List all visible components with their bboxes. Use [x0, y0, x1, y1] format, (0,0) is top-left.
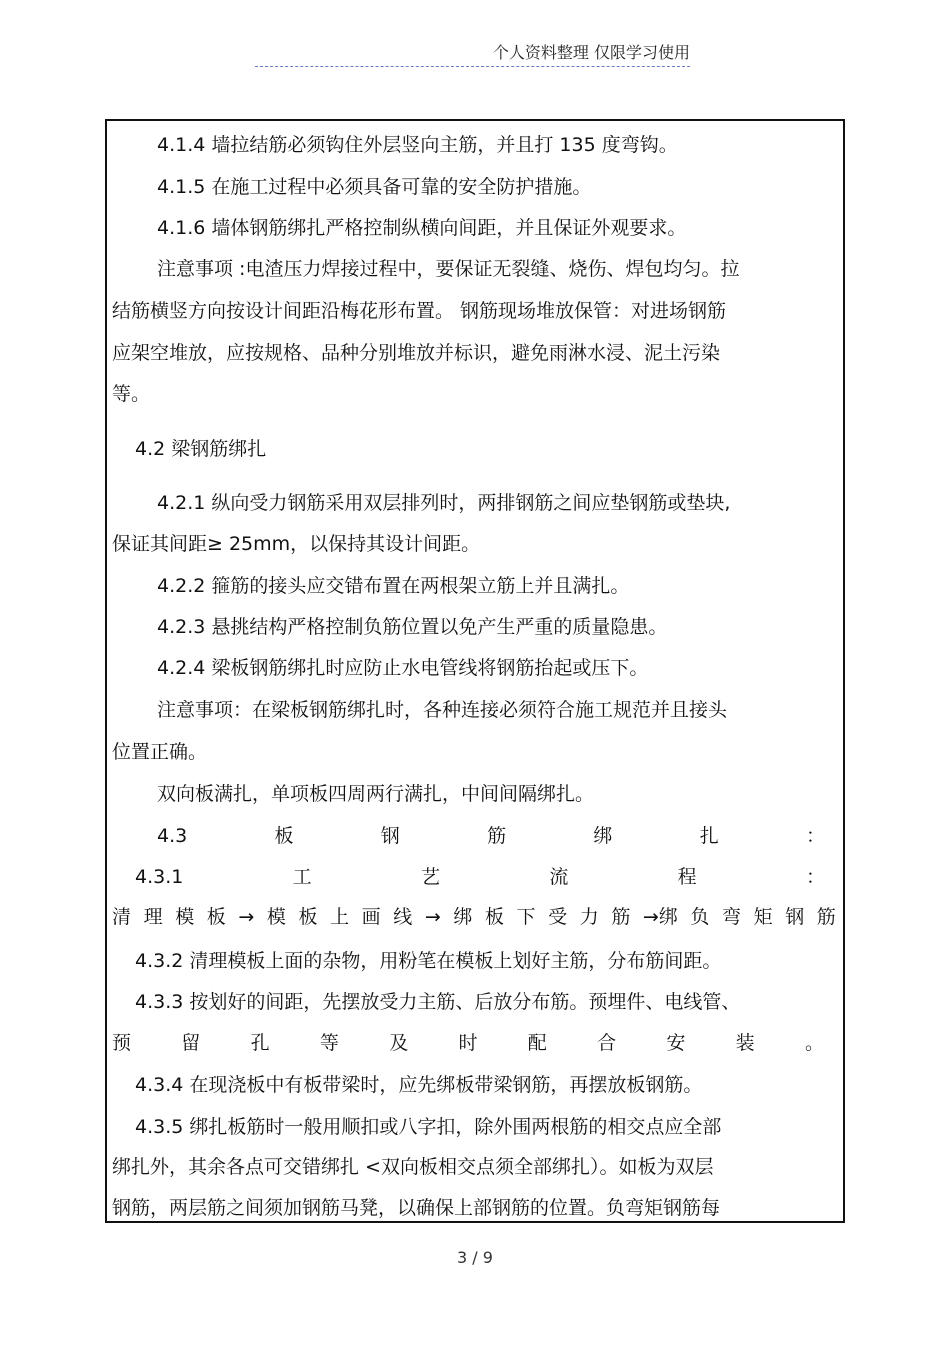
text-line: 4.3.5 绑扎板筋时一般用顺扣或八字扣，除外围两根筋的相交点应全部 — [135, 1116, 722, 1138]
word: 线 — [393, 906, 413, 928]
word: → — [238, 906, 255, 928]
word: 4.3.1 — [135, 866, 184, 888]
word: 及 — [389, 1032, 409, 1054]
word: ： — [805, 866, 825, 888]
word: 理 — [143, 906, 163, 928]
text-line: 应架空堆放，应按规格、品种分别堆放并标识，避免雨淋水浸、泥土污染 — [112, 342, 721, 364]
text-line: 绑扎外，其余各点可交错绑扎 <双向板相交点须全部绑扎）。如板为双层 — [112, 1156, 714, 1178]
word: 装 — [735, 1032, 755, 1054]
word: 时 — [458, 1032, 478, 1054]
text-line: 4.1.4 墙拉结筋必须钩住外层竖向主筋，并且打 135 度弯钩。 — [157, 134, 678, 156]
page-number: 3 / 9 — [457, 1248, 493, 1267]
word: 4.3 — [157, 825, 188, 847]
word: ： — [805, 825, 825, 847]
text-line: 4.2.2 箍筋的接头应交错布置在两根架立筋上并且满扎。 — [157, 575, 630, 597]
justified-line — [135, 865, 825, 889]
word: 受 — [548, 906, 568, 928]
text-line: 4.2.3 悬挑结构严格控制负筋位置以免产生严重的质量隐患。 — [157, 616, 668, 638]
word: 筋 — [611, 906, 631, 928]
word: 下 — [516, 906, 536, 928]
word: 钢 — [785, 906, 805, 928]
text-line: 等。 — [112, 383, 151, 405]
word: 板 — [274, 825, 294, 847]
word: 模 — [175, 906, 195, 928]
word: 板 — [298, 906, 318, 928]
word: 板 — [484, 906, 504, 928]
word: 艺 — [421, 866, 441, 888]
justified-line — [112, 1031, 824, 1055]
justified-line — [157, 824, 825, 848]
text-line: 4.3.4 在现浇板中有板带梁时，应先绑板带梁钢筋，再摆放板钢筋。 — [135, 1074, 703, 1096]
word: 筋 — [816, 906, 836, 928]
word: 绑 — [593, 825, 613, 847]
word: 扎 — [699, 825, 719, 847]
text-line: 4.2.4 梁板钢筋绑扎时应防止水电管线将钢筋抬起或压下。 — [157, 657, 649, 679]
text-line: 钢筋，两层筋之间须加钢筋马凳，以确保上部钢筋的位置。负弯矩钢筋每 — [112, 1197, 721, 1219]
word: 。 — [804, 1032, 824, 1054]
word: 筋 — [487, 825, 507, 847]
word: 合 — [597, 1032, 617, 1054]
word: 配 — [527, 1032, 547, 1054]
text-line: 注意事项 :电渣压力焊接过程中，要保证无裂缝、烧伤、焊包均匀。拉 — [157, 258, 740, 280]
section-heading: 4.2 梁钢筋绑扎 — [135, 438, 267, 460]
word: 程 — [677, 866, 697, 888]
word: 预 — [112, 1032, 132, 1054]
text-line: 双向板满扎，单项板四周两行满扎，中间间隔绑扎。 — [157, 783, 595, 805]
word: 力 — [579, 906, 599, 928]
word: 钢 — [380, 825, 400, 847]
word: 板 — [206, 906, 226, 928]
word: → — [424, 906, 441, 928]
word: 绑 — [453, 906, 473, 928]
word: 画 — [361, 906, 381, 928]
word: 留 — [181, 1032, 201, 1054]
text-line: 结筋横竖方向按设计间距沿梅花形布置。 钢筋现场堆放保管：对进场钢筋 — [112, 300, 727, 322]
text-line: 位置正确。 — [112, 741, 208, 763]
text-line: 注意事项：在梁板钢筋绑扎时，各种连接必须符合施工规范并且接头 — [157, 699, 728, 721]
word: →绑 — [642, 906, 678, 928]
text-line: 4.3.2 清理模板上面的杂物，用粉笔在模板上划好主筋，分布筋间距。 — [135, 950, 722, 972]
word: 工 — [292, 866, 312, 888]
word: 安 — [666, 1032, 686, 1054]
text-line: 4.3.3 按划好的间距，先摆放受力主筋、后放分布筋。预埋件、电线管、 — [135, 991, 741, 1013]
text-line: 4.1.6 墙体钢筋绑扎严格控制纵横向间距，并且保证外观要求。 — [157, 217, 687, 239]
word: 清 — [112, 906, 132, 928]
text-line: 4.2.1 纵向受力钢筋采用双层排列时，两排钢筋之间应垫钢筋或垫块, — [157, 492, 731, 514]
word: 弯 — [722, 906, 742, 928]
text-line: 保证其间距≥ 25mm，以保持其设计间距。 — [112, 533, 481, 555]
word: 负 — [690, 906, 710, 928]
word: 等 — [319, 1032, 339, 1054]
word: 上 — [330, 906, 350, 928]
word: 孔 — [250, 1032, 270, 1054]
page-header: 个人资料整理 仅限学习使用 — [255, 42, 690, 67]
justified-line — [112, 905, 836, 929]
word: 矩 — [753, 906, 773, 928]
word: 模 — [266, 906, 286, 928]
word: 流 — [549, 866, 569, 888]
text-line: 4.1.5 在施工过程中必须具备可靠的安全防护措施。 — [157, 176, 592, 198]
